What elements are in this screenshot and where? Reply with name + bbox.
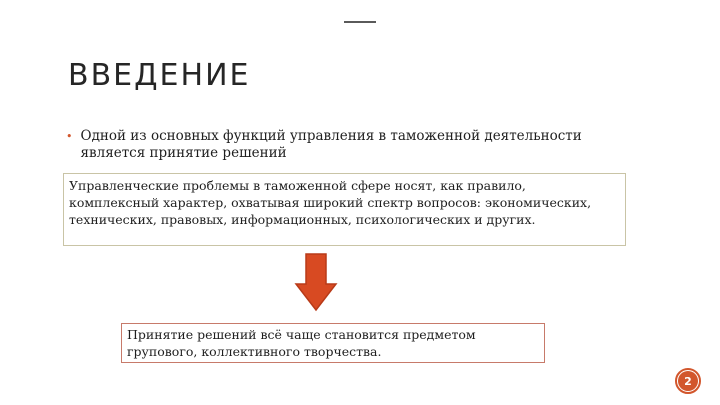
top-decoration-line (344, 21, 376, 23)
problems-text: Управленческие проблемы в таможенной сфере носят, как правило, комплексный характер, охватывая широкий спектр вопросов: экономических, технических, правовых, информационных, психологических и других. (69, 178, 592, 227)
decision-text: Принятие решений всё чаще становится предметом групового, коллективного творчества. (127, 327, 476, 359)
bullet-text: Одной из основных функций управления в таможенной деятельности является принятие решений (80, 128, 582, 161)
down-arrow-icon (294, 252, 338, 314)
page-number: 2 (678, 371, 698, 391)
decision-textbox (121, 323, 545, 363)
slide-title: ВВЕДЕНИЕ (68, 58, 251, 93)
page-number-badge (675, 368, 701, 394)
bullet-icon: • (66, 130, 73, 143)
bullet-item (66, 128, 626, 162)
problems-textbox (63, 173, 626, 246)
